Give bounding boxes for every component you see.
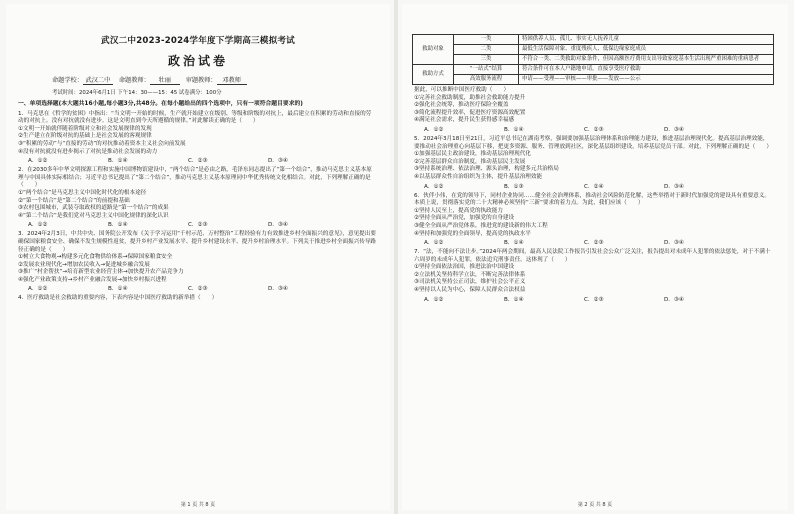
q5-item: ①加强基层民主政治建设，推动基层治理现代化 [414, 151, 531, 158]
q5-option-d[interactable]: D．③④ [664, 183, 684, 190]
q3-option-a[interactable]: A．①② [28, 286, 48, 293]
q2-option-b[interactable]: B．①④ [108, 222, 128, 229]
table-row [413, 65, 774, 75]
table-row [413, 55, 774, 65]
q4-option-c[interactable]: C．②③ [584, 126, 604, 133]
reviewer-value: 邓教师 [217, 75, 247, 85]
page-footer: 第 1 页 共 8 页 [180, 502, 216, 508]
school-value: 武汉二中 [83, 75, 113, 85]
q2-option-a[interactable]: A．①② [28, 222, 48, 229]
question-4-stem: 4．医疗救助是社会救助的重要内容，下表内容是中国医疗救助的新举措（ ） [18, 295, 218, 302]
table-cell: 高效服务流程 [454, 75, 519, 85]
table-cell: 不符合一类、二类救助对象条件，但因高额医疗费用支出导致家庭基本生活出现严重困难的重病患者 [519, 55, 774, 65]
table-cell: 救助方式 [413, 65, 454, 85]
q4-item: ④满足社会需求，提升民生获得感幸福感 [414, 117, 515, 124]
q2-item: ①“两个结合”是马克思主义中国化时代化的根本途径 [18, 189, 147, 196]
exam-page-1 [6, 4, 390, 510]
table-cell: 三类 [454, 55, 519, 65]
question-3-stem: 3．2024年2月3日，中共中央、国务院公开发布《关于学习运用“千村示范、万村整治”工程经验有力有效推进乡村全面振兴的意见》，意见提出要确保国家粮食安全、确保不发生规模性返贫，提升乡村产业发展水平、提升乡村建设水平、提升乡村治理水平。下列关于推进乡村全面振兴传导路径正确的是（ ） [18, 231, 377, 253]
q7-option-c[interactable]: C．②③ [584, 296, 604, 303]
q2-options [28, 221, 376, 229]
exam-title: 武汉二中2023-2024学年度下学期高三模拟考试 [101, 36, 295, 46]
q6-item: ④坚持和加强党的全面领导，提高党的执政水平 [414, 230, 531, 237]
table-cell: 二类 [454, 45, 519, 55]
q5-item: ③坚持系统治理、依法治理、源头治理，构建多元共治格局 [414, 166, 559, 173]
q4-item: ①完善社会救助制度，助推社会救助能力提升 [414, 94, 526, 101]
q6-item: ③健全全面从严治党体系，推进党的建设新的伟大工程 [414, 222, 548, 229]
table-cell: 申请——受理——审核——审批——发放——公示 [519, 75, 774, 85]
table-row [413, 75, 774, 85]
q1-item: ①文明一开始就伴随着阶级对立和社会发展规律的发现 [18, 125, 152, 132]
q6-options [424, 239, 774, 247]
q7-options [424, 296, 774, 304]
q2-option-c[interactable]: C．②③ [188, 222, 208, 229]
exam-subject: 政治试卷 [167, 54, 228, 68]
q3-item: ③推广“村企帮扶”→培育新型农业经营主体→加快提升农产品竞争力 [18, 269, 184, 276]
q2-item: ④“第二个结合”是我们党对马克思主义中国化规律的深化认识 [18, 212, 169, 219]
question-2-stem: 2．在2030多年中华文明探源工程和实施中国博物馆建设中，“两个结合”是必由之路，毛泽东同志提出了“第一个结合”，推动马克思主义基本原理与中国具体实际相结合；习近平总书记提出了“第二个结合”，推动马克思主义基本原理同中华优秀传统文化相结合。对此，下列理解正确的是（ ） [18, 167, 372, 189]
q5-option-b[interactable]: B．①③ [504, 183, 524, 190]
q1-option-c[interactable]: C．②③ [188, 158, 208, 165]
q1-item: ②生产建立在阶级对抗的基础上是社会发展的客观规律 [18, 133, 152, 140]
q3-option-d[interactable]: D．③④ [268, 286, 288, 293]
q6-option-d[interactable]: D．③④ [664, 240, 684, 247]
q5-options [424, 183, 774, 191]
table-cell: 一类 [454, 35, 519, 45]
q6-item: ①坚持人民至上，提高党的执政能力 [414, 207, 503, 214]
q1-option-b[interactable]: B．①④ [108, 158, 128, 165]
setter-value: 牡丽 [150, 75, 180, 85]
table-cell: 符合条件可在本人户籍地申请，直接享受医疗救助 [519, 65, 774, 75]
q7-item: ①坚持全面依法治国，推进法治中国建设 [414, 264, 515, 271]
q7-item: ②立法机关坚持科学立法，不断完善法律体系 [414, 271, 526, 278]
table-row [413, 35, 774, 45]
q3-options [28, 285, 376, 293]
q7-item: ③司法机关坚持公正司法，维护社会公平正义 [414, 279, 526, 286]
q3-option-c[interactable]: C．②③ [188, 286, 208, 293]
q1-item: ③“积累的劳动”与“直接的劳动”的对抗推动着资本主义社会向前发展 [18, 140, 186, 147]
reviewer-label: 审题教师： [185, 77, 217, 84]
exam-meta-line [52, 75, 376, 85]
q6-option-a[interactable]: A．①② [424, 240, 444, 247]
q3-option-b[interactable]: B．①④ [108, 286, 128, 293]
q3-item: ①树立大食物观→构建多元化食物供给体系→保障国家粮食安全 [18, 254, 173, 261]
medical-aid-table [412, 34, 774, 85]
table-cell: 特困供养人员、孤儿、事实无人抚养儿童 [519, 35, 774, 45]
q4-option-d[interactable]: D．③④ [664, 126, 684, 133]
q3-item: ④强化产业政策支持→乡村产业融合发展→加快乡村振兴进程 [18, 276, 167, 283]
q2-item: ③农村包围城市，武装夺取政权的道路是“第一个结合”的成果 [18, 205, 169, 212]
exam-page-2 [402, 4, 788, 510]
question-4-lead: 据此，可以推断中国医疗救助（ ） [414, 87, 510, 93]
q7-option-d[interactable]: D．③④ [664, 296, 684, 303]
q7-option-a[interactable]: A．①② [424, 296, 444, 303]
question-5-stem: 5．2024年3月18日至21日，习近平总书记在湖南考察，强调要加强基层治理体系和治理能力建设，推进基层治理现代化。提高基层治理效能，要推动社会治理重心向基层下移，把更多资源、服务、管理放到社区，深化基层组织建设，培养基层党员干部。对此，下列理解正确的是（ ） [414, 135, 773, 150]
question-1-stem: 1．马克思在《哲学的贫困》中指出：“当文明一开始的时候，生产就开始建立在级别、等级和阶级的对抗上，最后建立在积累的劳动和直接的劳动的对抗上。没有对抗就没有进步。这是文明直到今天所遵循的规律。”对此解读正确的是（ ） [18, 110, 372, 125]
question-6-stem: 6．伙伴小伟，在党的领导下，同村企业协同……健全社会治理体系，推动社会风险防范化解，这些举措对于新时代加强党的建设具有重要意义。本质上说，贯彻落实党的二十大精神必须坚持“三新”要求的着力点。为此，我们应该（ ） [414, 192, 770, 207]
table-row [413, 45, 774, 55]
table-cell: 救助对象 [413, 35, 454, 65]
setter-label: 命题教师： [118, 77, 150, 84]
table-cell: 最低生活保障对象、重度残疾人、低保边缘家庭成员 [519, 45, 774, 55]
q4-item: ③简化流程提升效率，促进医疗资源高效配置 [414, 109, 526, 116]
q5-item: ④以基层群众性自治组织为主体，提升基层治理效能 [414, 173, 543, 180]
question-7-stem: 7．“法，不能向不法让步。”2024年两会期间，最高人民法院工作报告引发社会公众广泛关注，报告提出对未成年人犯罪的依法惩处，对于不满十六周岁的未成年人犯罪，依法追究刑事责任。这体现了（ ） [414, 249, 771, 263]
school-label: 命题学校： [52, 77, 83, 84]
page-footer: 第 2 页 共 8 页 [577, 502, 613, 508]
table-cell: “一站式”结算 [454, 65, 519, 75]
page-fold [394, 0, 398, 514]
q1-option-d[interactable]: D．③④ [268, 158, 288, 165]
q7-option-b[interactable]: B．①④ [504, 296, 524, 303]
q4-option-b[interactable]: B．①④ [504, 126, 524, 133]
q1-options [28, 157, 376, 165]
q4-item: ②强化社会统筹，推动医疗保险全覆盖 [414, 102, 509, 109]
q4-options [424, 126, 774, 134]
section-heading: 一、单项选择题(本大题共16小题,每小题3分,共48分。在每小题给出的四个选项中，只有一项符合题目要求的) [18, 101, 303, 107]
q1-option-a[interactable]: A．①② [28, 158, 48, 165]
q5-option-a[interactable]: A．①② [424, 183, 444, 190]
q4-option-a[interactable]: A．①② [424, 126, 444, 133]
q5-option-c[interactable]: C．②④ [584, 183, 604, 190]
q6-option-b[interactable]: B．①④ [504, 240, 524, 247]
q2-option-d[interactable]: D．③④ [268, 222, 288, 229]
exam-time: 考试时间：2024年6月1日 下午14：30——15：45 试卷满分：100分 [52, 90, 222, 96]
q6-item: ②坚持全面从严治党，加强党的自身建设 [414, 215, 515, 222]
q6-option-c[interactable]: C．②③ [584, 240, 604, 247]
q2-item: ②“第一个结合”是“第二个结合”的前提和基础 [18, 197, 130, 204]
q1-item: ④没有对抗就没有进步揭示了对抗是推动社会发展的动力 [18, 148, 158, 155]
q5-item: ②完善基层群众自治制度，推动基层民主发展 [414, 158, 526, 165]
q3-item: ②发展农业现代化→增加农民收入→促进城乡融合发展 [18, 261, 150, 268]
q7-item: ④坚持以人民为中心，保障人民群众合法权益 [414, 287, 526, 294]
